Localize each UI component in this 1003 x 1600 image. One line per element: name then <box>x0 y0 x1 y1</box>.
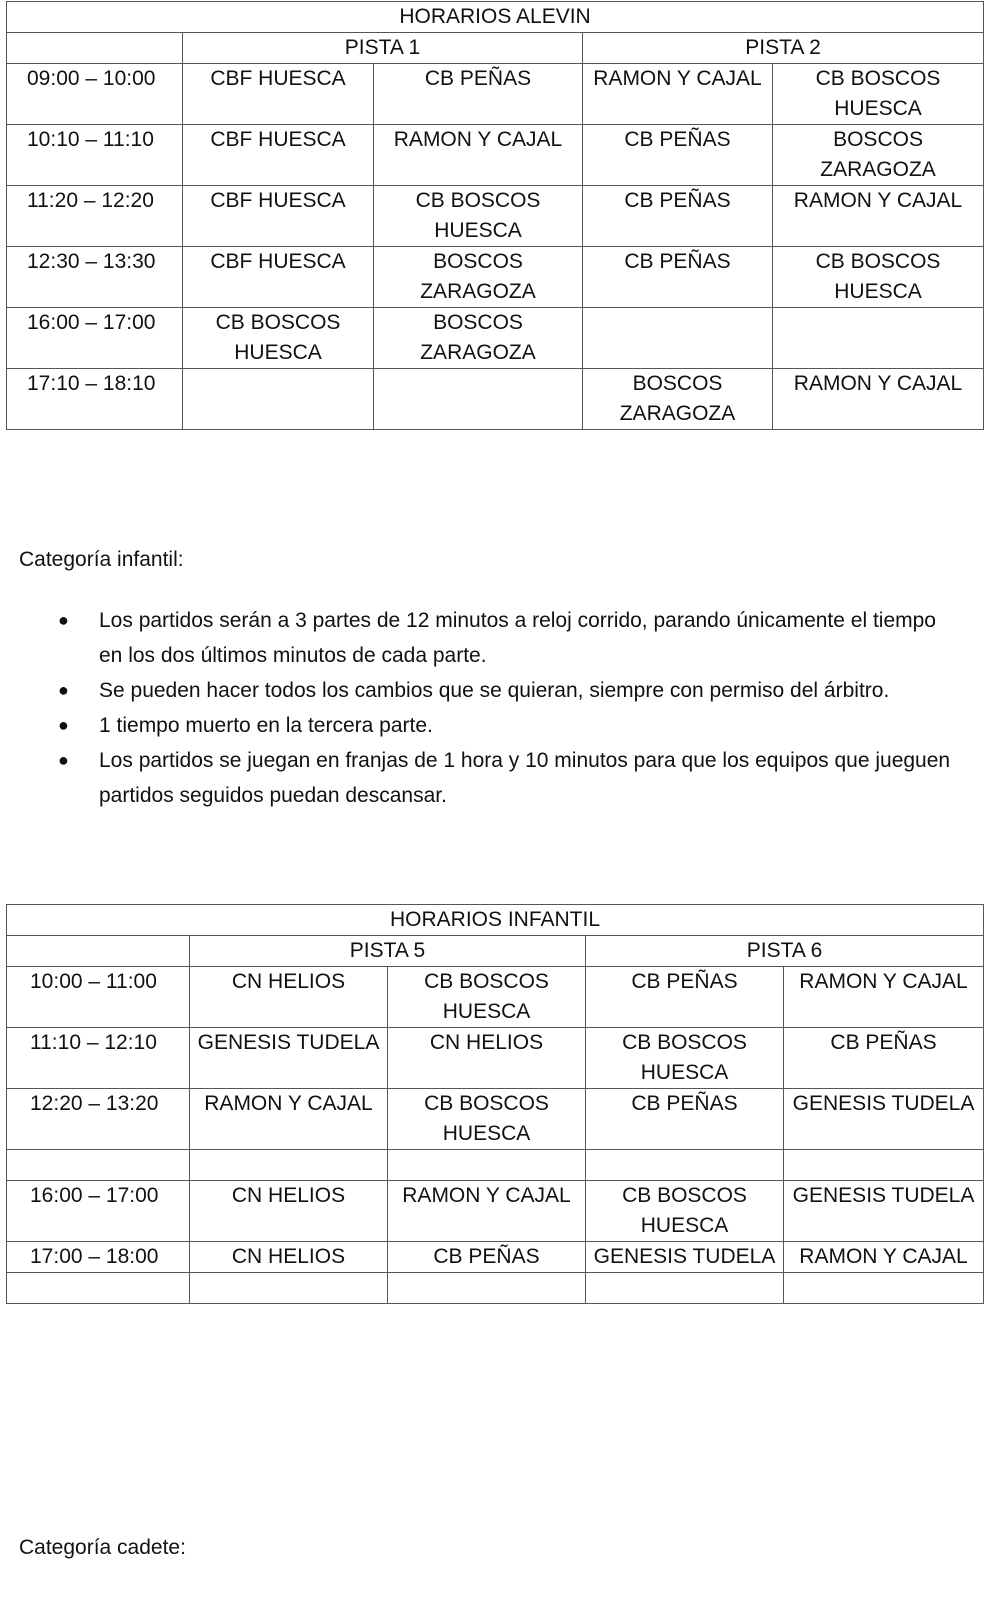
pista-header: PISTA 5 <box>190 936 586 967</box>
alevin-schedule-table <box>6 1 984 430</box>
team-cell: CB PEÑAS <box>583 186 773 247</box>
list-item <box>0 603 1003 673</box>
team-cell: BOSCOS ZARAGOZA <box>773 125 984 186</box>
team-cell: RAMON Y CAJAL <box>773 369 984 430</box>
time-slot: 17:10 – 18:10 <box>7 369 183 430</box>
table-title-row <box>7 2 984 33</box>
time-slot: 10:10 – 11:10 <box>7 125 183 186</box>
time-slot: 16:00 – 17:00 <box>7 1181 190 1242</box>
rule-text: Los partidos se juegan en franjas de 1 hora y 10 minutos para que los equipos que jueguen partidos seguidos puedan descansar. <box>99 749 951 807</box>
time-slot <box>7 1150 190 1181</box>
team-cell: CN HELIOS <box>190 1181 388 1242</box>
table-row <box>7 64 984 125</box>
team-cell <box>586 1273 784 1304</box>
team-cell: RAMON Y CAJAL <box>374 125 583 186</box>
table-row <box>7 1089 984 1150</box>
team-cell: CB PEÑAS <box>586 1089 784 1150</box>
team-cell: GENESIS TUDELA <box>784 1089 984 1150</box>
team-cell: CB PEÑAS <box>583 125 773 186</box>
team-cell: CB BOSCOS HUESCA <box>773 64 984 125</box>
time-slot: 12:20 – 13:20 <box>7 1089 190 1150</box>
team-cell: RAMON Y CAJAL <box>773 186 984 247</box>
team-cell: CB BOSCOS HUESCA <box>773 247 984 308</box>
team-cell <box>773 308 984 369</box>
rule-text: Se pueden hacer todos los cambios que se quieran, siempre con permiso del árbitro. <box>99 679 890 702</box>
bullet-icon: ● <box>58 750 69 770</box>
bullet-icon: ● <box>58 610 69 630</box>
team-cell: RAMON Y CAJAL <box>784 967 984 1028</box>
team-cell: BOSCOS ZARAGOZA <box>374 247 583 308</box>
team-cell <box>784 1273 984 1304</box>
team-cell: CN HELIOS <box>190 1242 388 1273</box>
table-row <box>7 1181 984 1242</box>
table-title: HORARIOS ALEVIN <box>7 2 984 33</box>
team-cell: CB BOSCOS HUESCA <box>374 186 583 247</box>
pista-header-row <box>7 33 984 64</box>
table-title-row <box>7 905 984 936</box>
rule-text: Los partidos serán a 3 partes de 12 minutos a reloj corrido, parando únicamente el tiempo en los dos últimos minutos de cada parte. <box>99 609 936 667</box>
time-slot: 09:00 – 10:00 <box>7 64 183 125</box>
pista-header-row <box>7 936 984 967</box>
bullet-icon: ● <box>58 715 69 735</box>
team-cell: CBF HUESCA <box>183 125 374 186</box>
table-row <box>7 967 984 1028</box>
rule-text: 1 tiempo muerto en la tercera parte. <box>99 714 433 737</box>
pista-header: PISTA 1 <box>183 33 583 64</box>
team-cell <box>388 1273 586 1304</box>
team-cell: GENESIS TUDELA <box>586 1242 784 1273</box>
time-slot: 12:30 – 13:30 <box>7 247 183 308</box>
table-row <box>7 125 984 186</box>
list-item <box>0 673 1003 708</box>
team-cell: RAMON Y CAJAL <box>190 1089 388 1150</box>
team-cell <box>183 369 374 430</box>
empty-header-cell <box>7 936 190 967</box>
time-slot: 11:10 – 12:10 <box>7 1028 190 1089</box>
team-cell <box>374 369 583 430</box>
team-cell: CB BOSCOS HUESCA <box>388 967 586 1028</box>
team-cell: RAMON Y CAJAL <box>583 64 773 125</box>
team-cell <box>586 1150 784 1181</box>
list-item <box>0 743 1003 813</box>
table-row <box>7 1273 984 1304</box>
team-cell: CN HELIOS <box>388 1028 586 1089</box>
team-cell: BOSCOS ZARAGOZA <box>583 369 773 430</box>
empty-header-cell <box>7 33 183 64</box>
time-slot: 16:00 – 17:00 <box>7 308 183 369</box>
team-cell: CBF HUESCA <box>183 186 374 247</box>
list-item <box>0 708 1003 743</box>
table-row <box>7 186 984 247</box>
pista-header: PISTA 2 <box>583 33 984 64</box>
infantil-category-heading: Categoría infantil: <box>19 548 184 571</box>
team-cell <box>190 1150 388 1181</box>
table-row <box>7 1242 984 1273</box>
team-cell: GENESIS TUDELA <box>190 1028 388 1089</box>
team-cell: CB PEÑAS <box>784 1028 984 1089</box>
pista-header: PISTA 6 <box>586 936 984 967</box>
table-row <box>7 247 984 308</box>
team-cell: CB PEÑAS <box>374 64 583 125</box>
team-cell: CB BOSCOS HUESCA <box>586 1181 784 1242</box>
team-cell: CBF HUESCA <box>183 247 374 308</box>
table-row <box>7 1028 984 1089</box>
table-title: HORARIOS INFANTIL <box>7 905 984 936</box>
time-slot: 17:00 – 18:00 <box>7 1242 190 1273</box>
time-slot: 10:00 – 11:00 <box>7 967 190 1028</box>
table-row <box>7 369 984 430</box>
team-cell: CB PEÑAS <box>586 967 784 1028</box>
cadete-category-heading: Categoría cadete: <box>19 1536 186 1559</box>
team-cell <box>190 1273 388 1304</box>
team-cell: BOSCOS ZARAGOZA <box>374 308 583 369</box>
team-cell: CB BOSCOS HUESCA <box>183 308 374 369</box>
team-cell: CN HELIOS <box>190 967 388 1028</box>
team-cell: RAMON Y CAJAL <box>784 1242 984 1273</box>
team-cell: CB PEÑAS <box>583 247 773 308</box>
infantil-rules-list <box>0 603 1003 813</box>
team-cell: GENESIS TUDELA <box>784 1181 984 1242</box>
bullet-icon: ● <box>58 680 69 700</box>
table-row <box>7 308 984 369</box>
infantil-schedule-table <box>6 904 984 1304</box>
team-cell: CB BOSCOS HUESCA <box>388 1089 586 1150</box>
team-cell: RAMON Y CAJAL <box>388 1181 586 1242</box>
team-cell <box>784 1150 984 1181</box>
team-cell: CB PEÑAS <box>388 1242 586 1273</box>
team-cell <box>583 308 773 369</box>
team-cell: CB BOSCOS HUESCA <box>586 1028 784 1089</box>
team-cell: CBF HUESCA <box>183 64 374 125</box>
table-row <box>7 1150 984 1181</box>
team-cell <box>388 1150 586 1181</box>
time-slot <box>7 1273 190 1304</box>
time-slot: 11:20 – 12:20 <box>7 186 183 247</box>
